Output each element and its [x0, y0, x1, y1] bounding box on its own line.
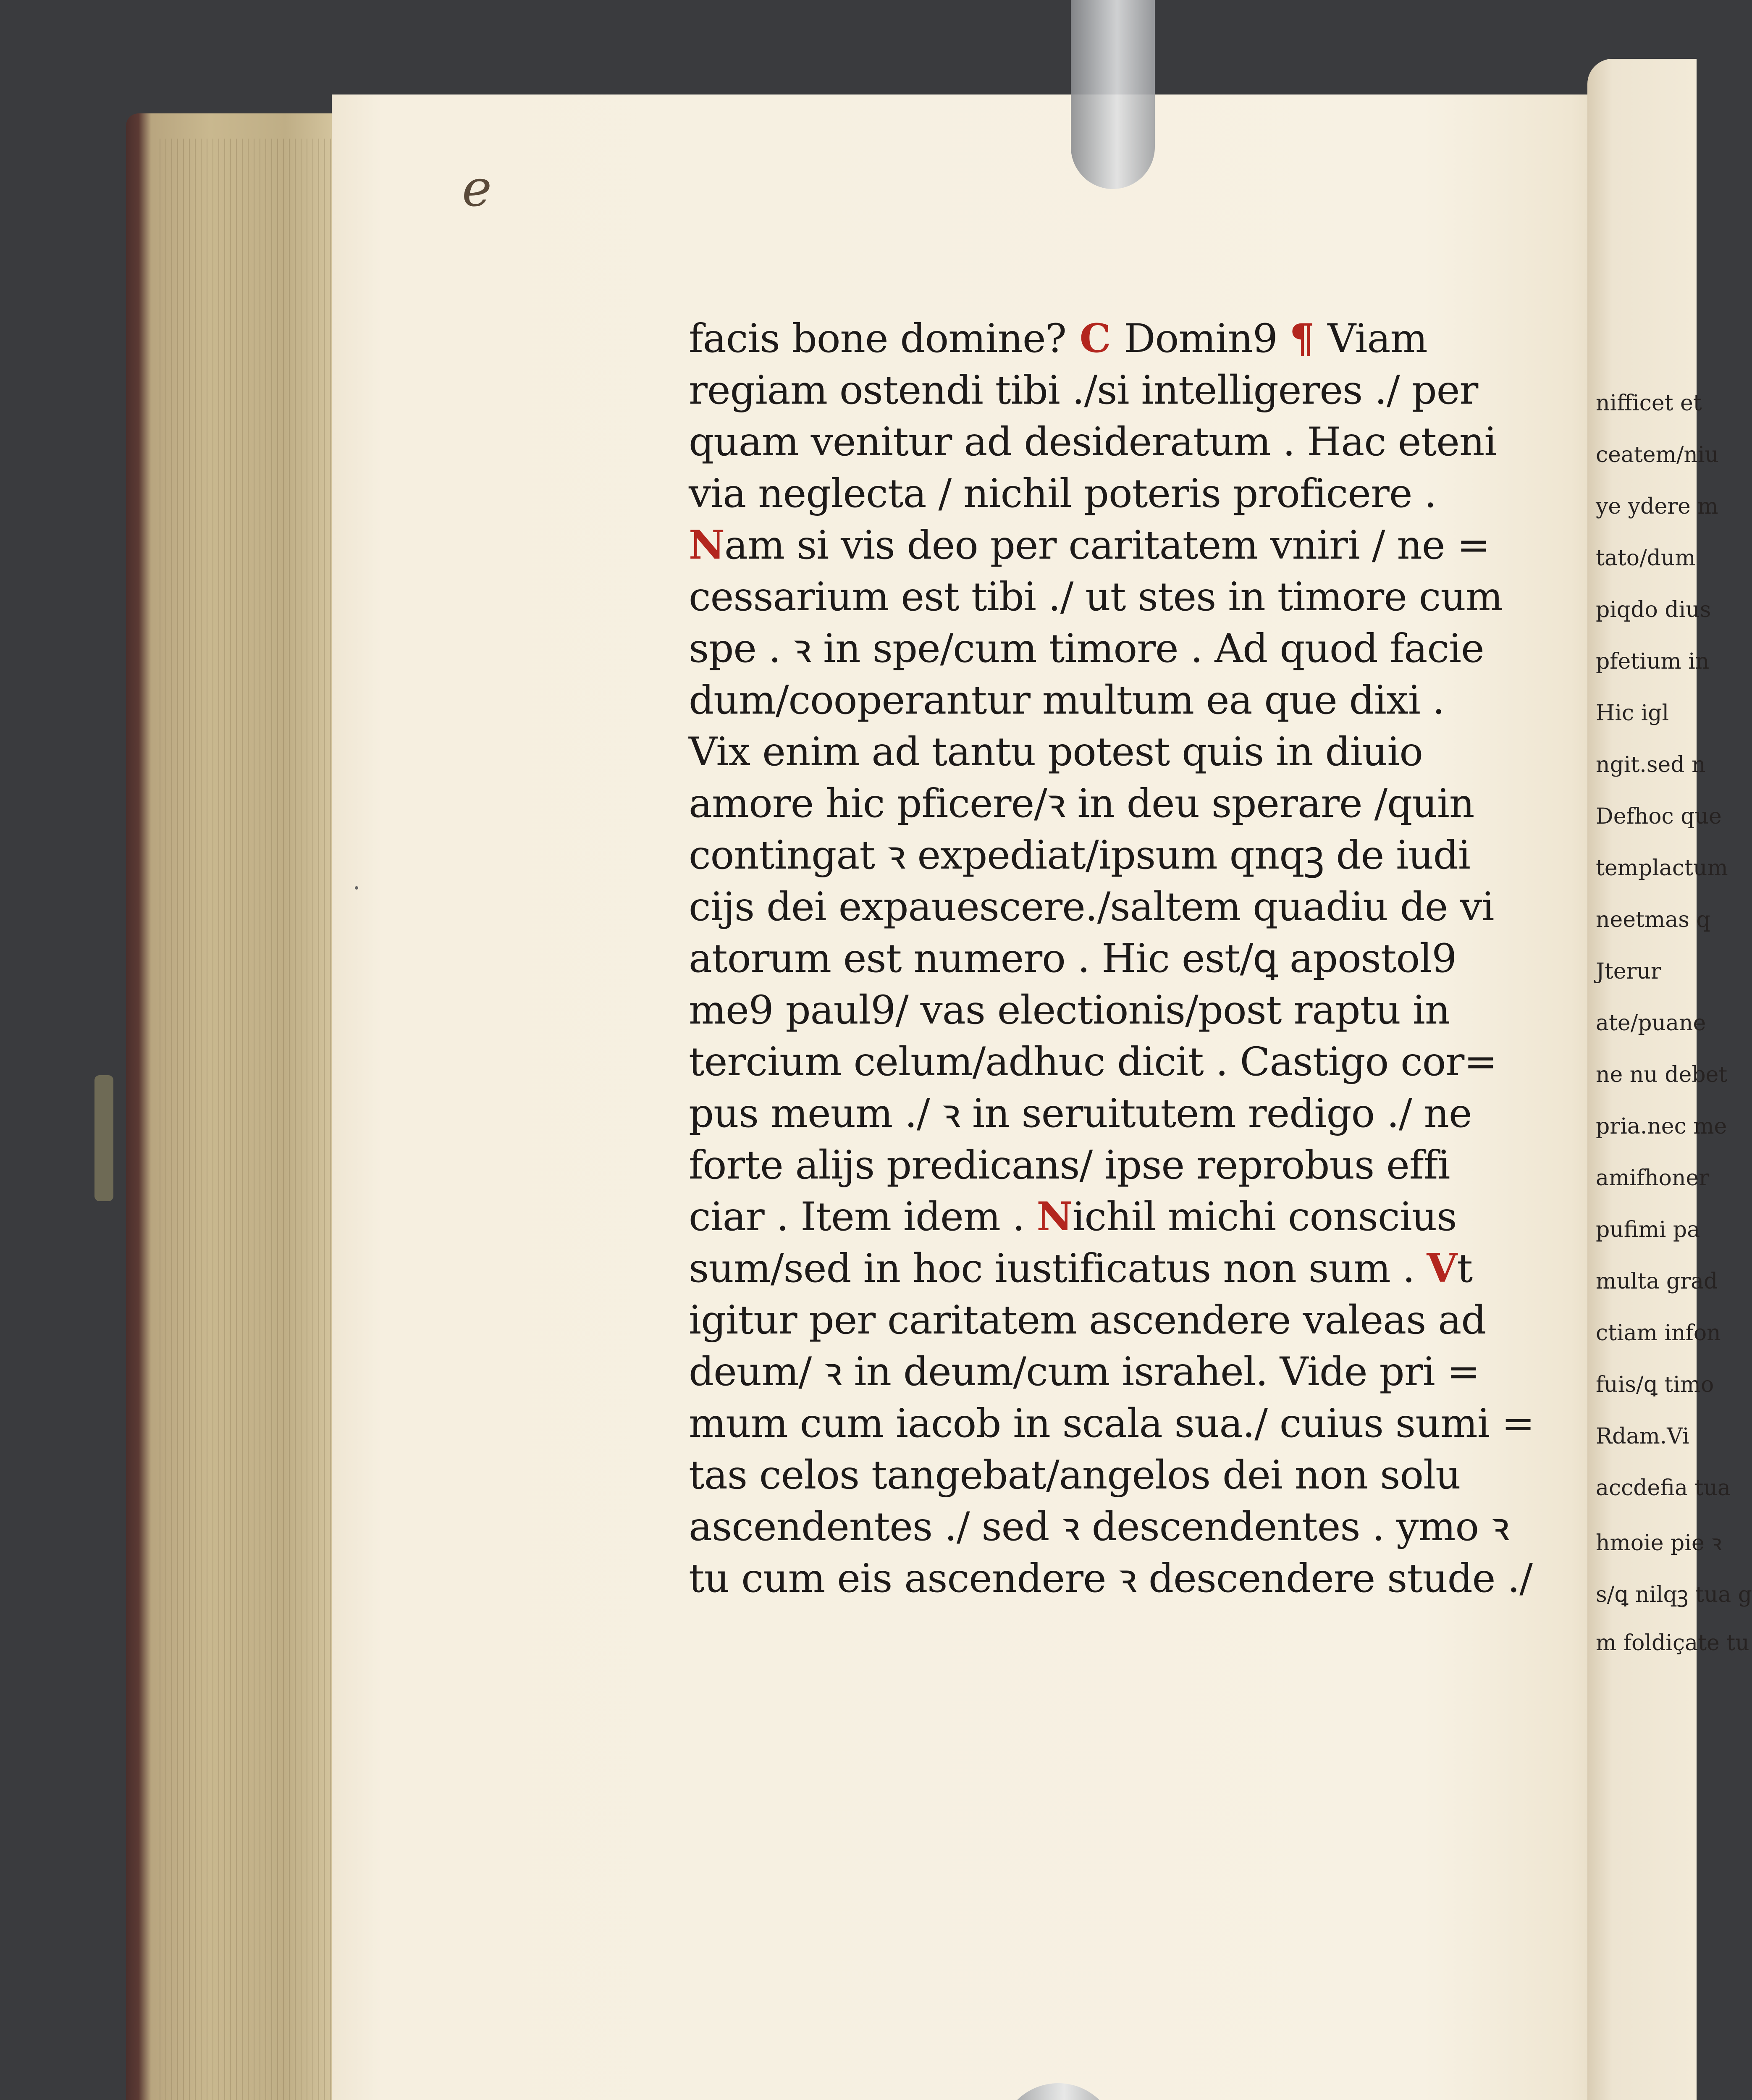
facing-text-line: amifhoner — [1596, 1166, 1710, 1191]
text-segment: dum/cooperantur multum ea que dixi . — [689, 677, 1445, 723]
text-line — [689, 1243, 1554, 1294]
text-segment: amore hic pficere/ꝛ in deu sperare /quin — [689, 781, 1474, 827]
spine-clip — [94, 1075, 113, 1201]
text-line — [689, 520, 1554, 571]
facing-text-line: Rdam.Vi — [1596, 1424, 1689, 1449]
text-line — [689, 468, 1554, 520]
text-line — [689, 365, 1554, 416]
page-edges-texture — [160, 139, 336, 2100]
text-segment: quam venitur ad desideratum . Hac eteni — [689, 419, 1497, 465]
text-segment: t — [1457, 1246, 1473, 1292]
text-segment: contingat ꝛ expediat/ipsum qnqꝫ de iudi — [689, 832, 1470, 878]
text-line — [689, 313, 1554, 365]
text-line — [689, 1088, 1554, 1139]
text-segment: tas celos tangebat/angelos dei non solu — [689, 1452, 1461, 1498]
text-line — [689, 830, 1554, 881]
rubric-letter: V — [1427, 1245, 1457, 1292]
folio-mark: e — [462, 160, 492, 218]
text-line — [689, 778, 1554, 830]
facing-text-line: s/ꝗ nilqꝫ tua g — [1596, 1582, 1752, 1607]
text-segment: Viam — [1327, 316, 1427, 362]
text-segment: atorum est numero . Hic est/ꝗ apostol9 — [689, 936, 1457, 982]
rubric-letter: N — [1036, 1194, 1073, 1240]
rubric-letter: ¶ — [1289, 315, 1328, 362]
text-line — [689, 726, 1554, 778]
text-line — [689, 933, 1554, 984]
text-segment: facis bone domine? — [689, 316, 1067, 362]
text-segment: Vix enim ad tantu potest quis in diuio — [689, 729, 1423, 775]
text-line — [689, 1139, 1554, 1191]
text-segment: forte alijs predicans/ ipse reprobus effi — [689, 1142, 1450, 1188]
facing-text-line: ye ydere m — [1596, 494, 1718, 519]
facing-text-line: hmoie pie ꝛ — [1596, 1530, 1722, 1556]
text-line — [689, 675, 1554, 726]
margin-mark — [355, 886, 358, 890]
text-segment: ascendentes ./ sed ꝛ descendentes . ymo ꝛ — [689, 1504, 1509, 1550]
text-segment: ichil michi conscius — [1072, 1194, 1457, 1240]
text-line — [689, 1553, 1554, 1604]
facing-text-line: multa grad — [1596, 1269, 1718, 1294]
text-line — [689, 1294, 1554, 1346]
facing-text-line: Defhoc que — [1596, 804, 1722, 829]
facing-text-line: m foldiçate tu — [1596, 1630, 1749, 1656]
text-segment: cessarium est tibi ./ ut stes in timore cum — [689, 574, 1503, 620]
text-segment: ciar . Item idem . — [689, 1194, 1037, 1240]
text-segment: deum/ ꝛ in deum/cum israhel. Vide pri = — [689, 1349, 1480, 1395]
facing-text-line: Hic igl — [1596, 701, 1669, 726]
facing-text-line: ctiam infon — [1596, 1320, 1721, 1346]
text-line — [689, 984, 1554, 1036]
facing-text-line: Jterur — [1596, 959, 1661, 984]
text-segment: tu cum eis ascendere ꝛ descendere stude ./ — [689, 1556, 1532, 1601]
facing-text-line: ate/puane — [1596, 1011, 1706, 1036]
text-line — [689, 571, 1554, 623]
text-segment: regiam ostendi tibi ./si intelligeres ./ per — [689, 368, 1478, 413]
facing-text-line: neetmas q — [1596, 907, 1710, 932]
text-segment: pus meum ./ ꝛ in seruitutem redigo ./ ne — [689, 1091, 1472, 1137]
facing-text-line: tato/dum — [1596, 546, 1696, 571]
facing-text-line: fuis/ꝗ timo — [1596, 1372, 1714, 1397]
facing-page — [1587, 59, 1752, 2100]
text-line — [689, 1346, 1554, 1398]
text-block — [689, 313, 1554, 1604]
facing-text-line: nifficet et — [1596, 391, 1702, 416]
facing-text-line: pfetium in — [1596, 649, 1710, 674]
rubric-letter: N — [689, 522, 724, 568]
text-line — [689, 1398, 1554, 1449]
text-segment: via neglecta / nichil poteris proficere . — [689, 471, 1437, 517]
text-segment: mum cum iacob in scala sua./ cuius sumi = — [689, 1401, 1534, 1446]
text-segment: Domin9 — [1124, 316, 1290, 362]
facing-text-line: pria.nec me — [1596, 1114, 1727, 1139]
top-page-clamp — [1071, 0, 1155, 189]
facing-text-line: ceatem/niu — [1596, 442, 1719, 467]
text-segment: igitur per caritatem ascendere valeas ad — [689, 1297, 1486, 1343]
text-line — [689, 1449, 1554, 1501]
text-segment: cijs dei expauescere./saltem quadiu de vi — [689, 884, 1494, 930]
facing-text-line: piqdo dius — [1596, 597, 1711, 622]
text-line — [689, 623, 1554, 675]
text-line — [689, 1191, 1554, 1243]
facing-text-line: pufimi pa — [1596, 1217, 1700, 1242]
text-line — [689, 416, 1554, 468]
facing-text-line: templactum — [1596, 856, 1728, 881]
text-line — [689, 1036, 1554, 1088]
text-line — [689, 881, 1554, 933]
facing-text-line: accdefia tua — [1596, 1475, 1731, 1501]
facing-text-line: ne nu debet — [1596, 1062, 1728, 1087]
text-segment: tercium celum/adhuc dicit . Castigo cor= — [689, 1039, 1497, 1085]
text-segment: sum/sed in hoc iustificatus non sum . — [689, 1246, 1427, 1292]
text-segment: am si vis deo per caritatem vniri / ne = — [724, 522, 1490, 568]
text-segment: me9 paul9/ vas electionis/post raptu in — [689, 987, 1450, 1033]
rubric-letter: C — [1066, 315, 1124, 362]
text-segment: spe . ꝛ in spe/cum timore . Ad quod facie — [689, 626, 1484, 672]
facing-text-line: ngit.sed n — [1596, 752, 1706, 777]
text-line — [689, 1501, 1554, 1553]
